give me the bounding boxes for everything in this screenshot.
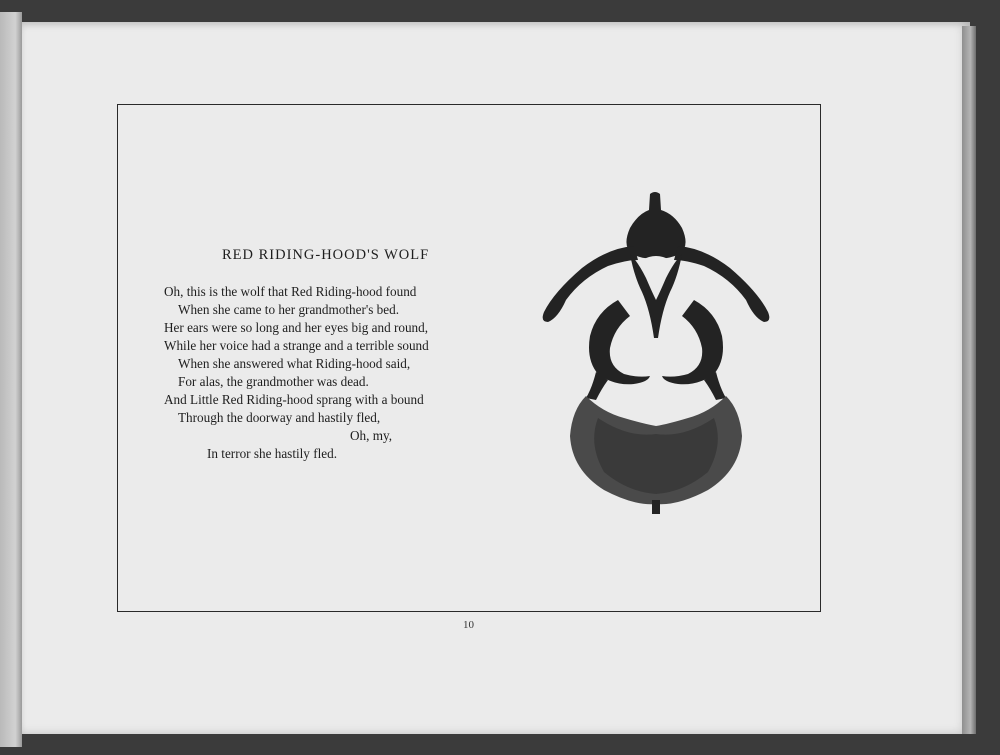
left-page-edge (0, 12, 22, 747)
poem-line-9: Oh, my, (350, 428, 393, 443)
poem-title: RED RIDING-HOOD'S WOLF (222, 247, 430, 263)
poem-line-3: Her ears were so long and her eyes big and round, (164, 320, 429, 335)
poem-line-6: For alas, the grandmother was dead. (178, 374, 369, 389)
poem-line-4: While her voice had a strange and a terrible sound (164, 338, 429, 353)
poem-line-2: When she came to her grandmother's bed. (178, 302, 399, 317)
page-number: 10 (463, 619, 474, 631)
poem-line-1: Oh, this is the wolf that Red Riding-hood found (164, 284, 417, 299)
poem-line-5: When she answered what Riding-hood said, (178, 356, 411, 371)
poem-line-7: And Little Red Riding-hood sprang with a bound (164, 392, 424, 407)
page-right-edge (962, 26, 976, 734)
poem-line-10: In terror she hastily fled. (207, 446, 338, 461)
poem-line-8: Through the doorway and hastily fled, (178, 410, 381, 425)
inkblot-wolf-illustration (538, 188, 774, 518)
